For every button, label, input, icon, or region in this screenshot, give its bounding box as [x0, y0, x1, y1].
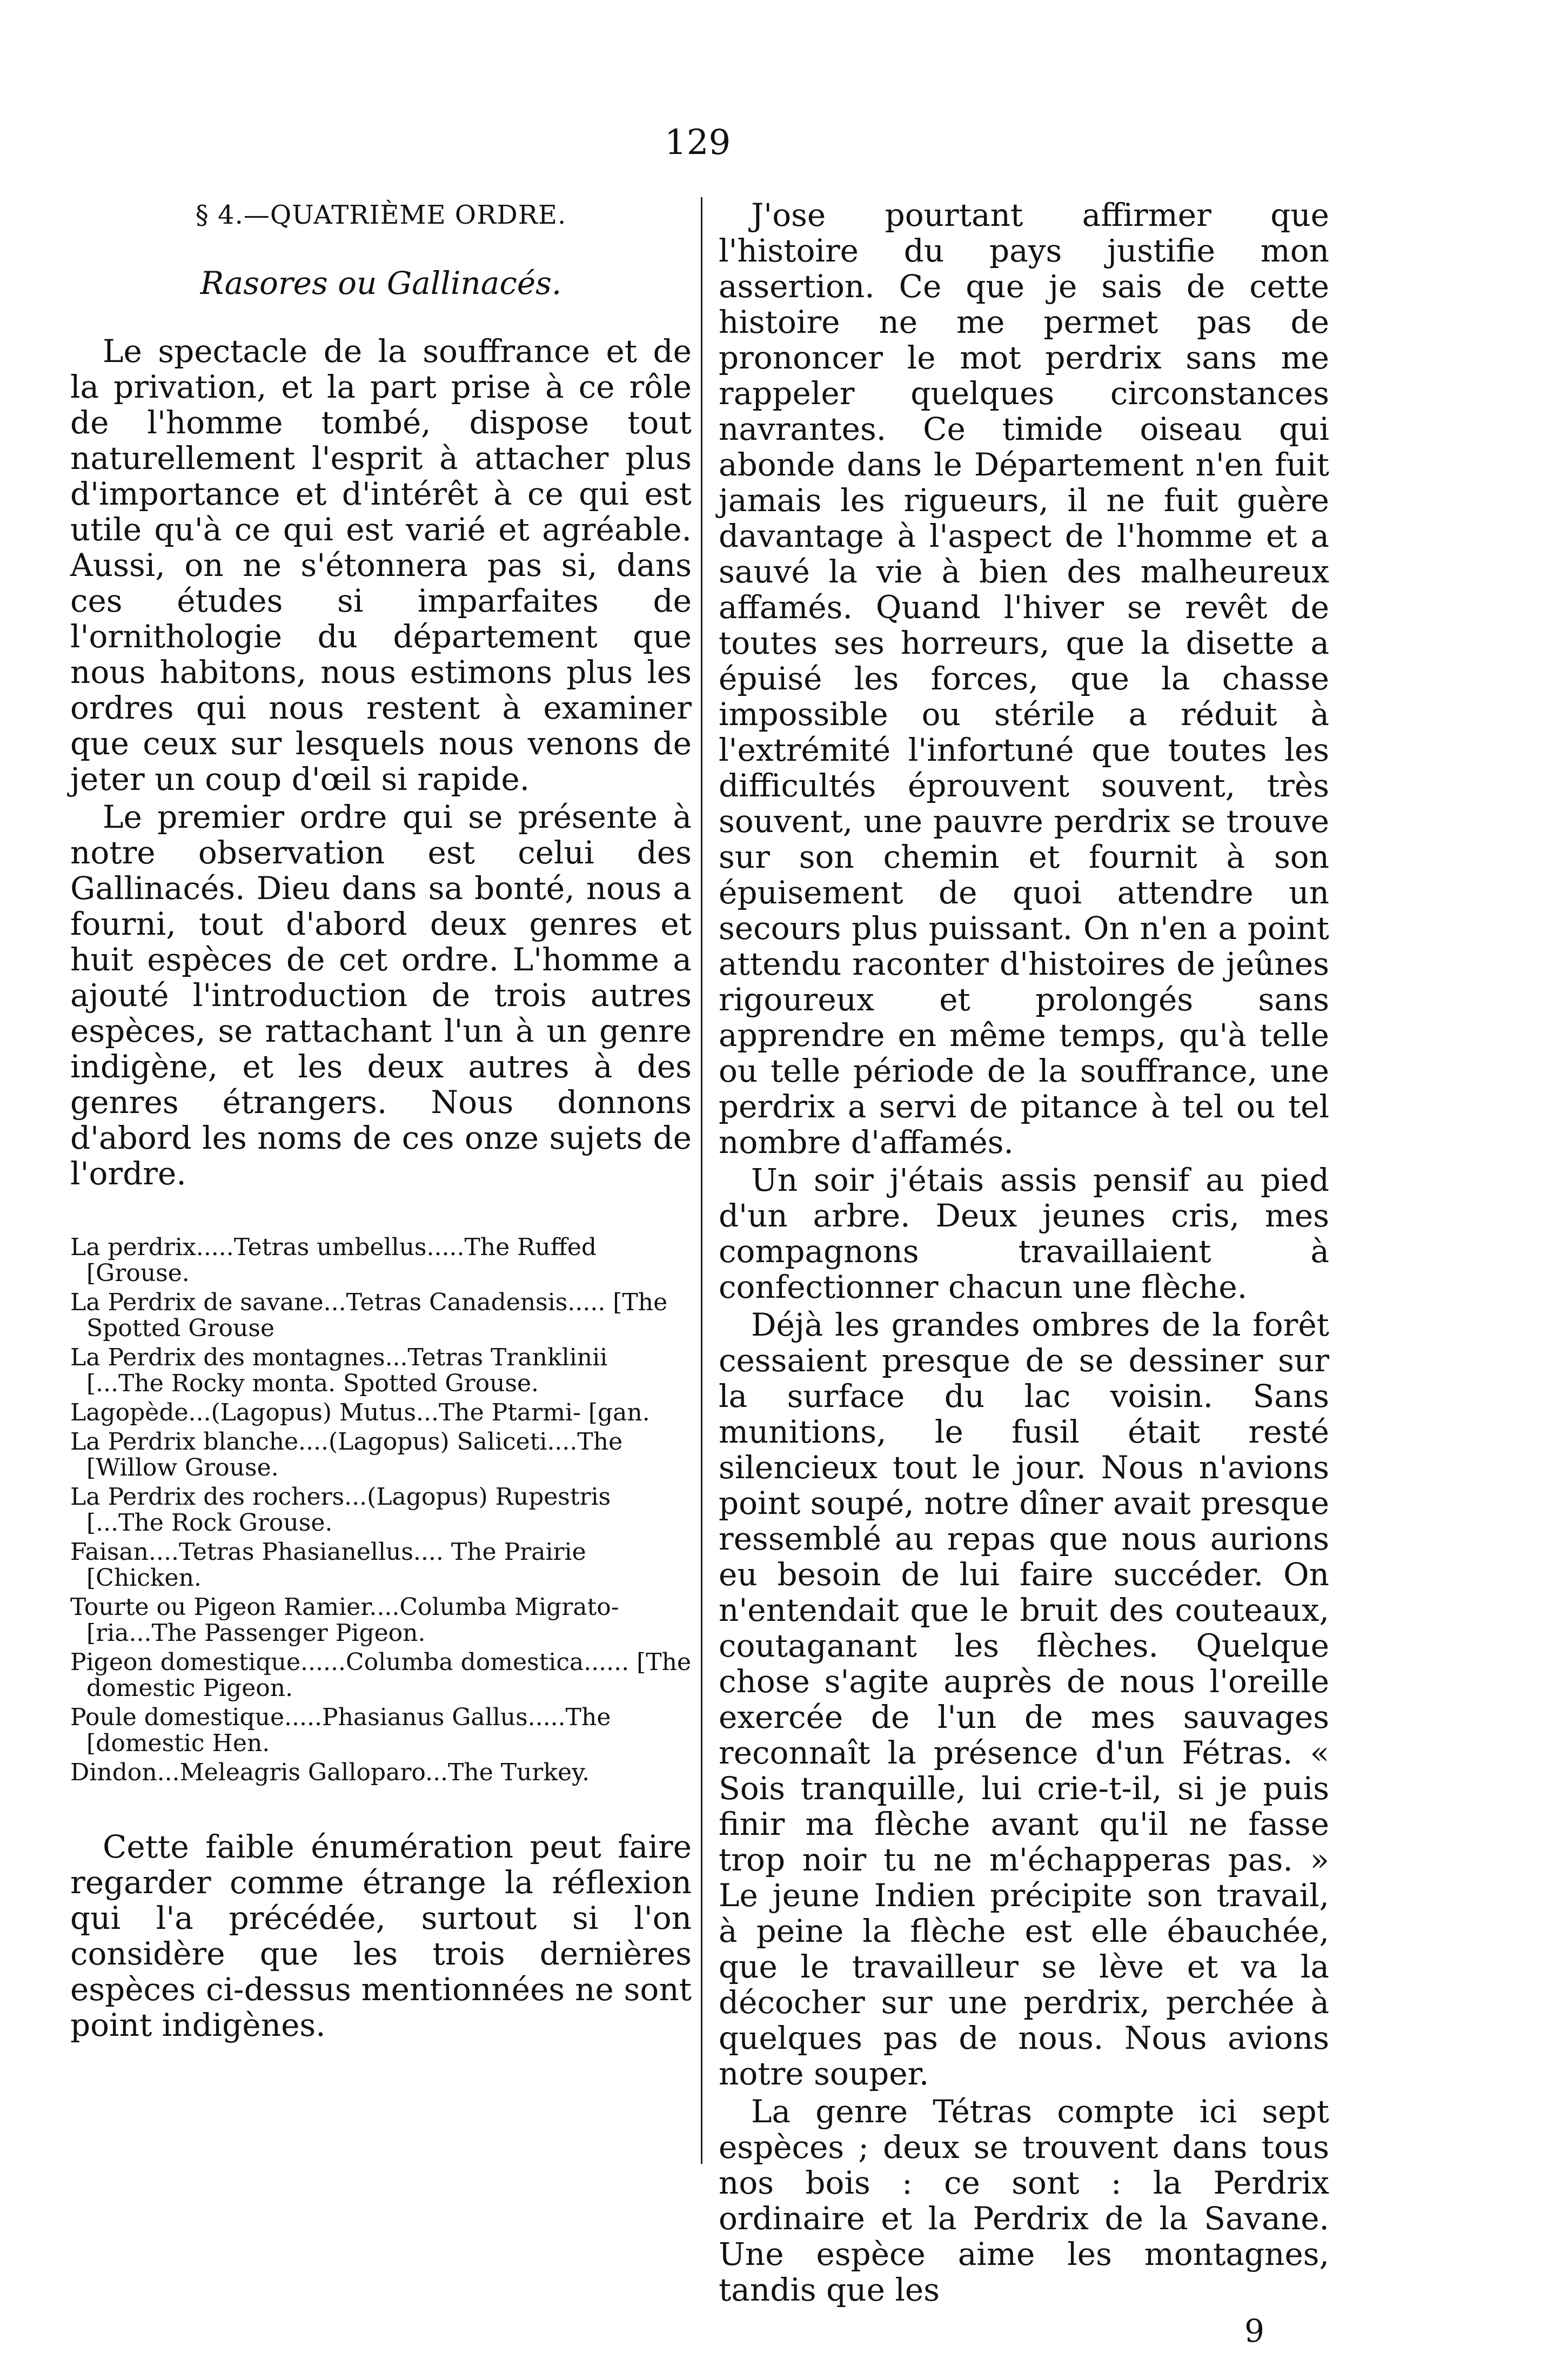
paragraph: Le spectacle de la souffrance et de la privation, et la part prise à ce rôle de l'homme tombé, dispose tout naturellement l'esprit à attacher plus d'importance et d'intérêt à ce qui est utile qu'à ce qui est varié et agréable. Aussi, on ne s'étonnera pas si, dans ces études si imparfaites de l'ornithologie du département que nous habitons, nous estimons plus les ordres qui nous restent à examiner que ceux sur lesquels nous venons de jeter un coup d'œil si rapide.	[70, 333, 692, 797]
paragraph: Déjà les grandes ombres de la forêt cessaient presque de se dessiner sur la surface du lac voisin. Sans munitions, le fusil était resté silencieux tout le jour. Nous n'avions point soupé, notre dîner avait presque ressemblé au repas que nous aurions eu besoin de lui faire succéder. On n'entendait que le bruit des couteaux, coutaganant les flèches. Quelque chose s'agite auprès de nous l'oreille exercée de l'un de mes sauvages reconnaît la présence d'un Fétras. « Sois tranquille, lui crie-t-il, si je puis finir ma flèche avant qu'il ne fasse trop noir tu ne m'échapperas pas. » Le jeune Indien précipite son travail, à peine la flèche est elle ébauchée, que le travailleur se lève et va la décocher sur une perdrix, perchée à quelques pas de nous. Nous avions notre souper.	[719, 1306, 1329, 2092]
paragraph: La genre Tétras compte ici sept espèces ; deux se trouvent dans tous nos bois : ce sont : la Perdrix ordinaire et la Perdrix de la Savane. Une espèce aime les montagnes, tandis que les	[719, 2093, 1329, 2308]
closing-paragraph: Cette faible énumération peut faire regarder comme étrange la réflexion qui l'a précédée, surtout si l'on considère que les trois dernières espèces ci-dessus mentionnées ne sont point indigènes.	[70, 1828, 692, 2043]
species-item: Dindon...Meleagris Galloparo...The Turkey.	[70, 1759, 590, 1786]
species-item: Pigeon domestique......Columba domestica...... [The domestic Pigeon.	[70, 1648, 692, 1702]
species-item: La Perdrix des montagnes...Tetras Tranklinii [...The Rocky monta. Spotted Grouse.	[70, 1344, 608, 1397]
species-item: Lagopède...(Lagopus) Mutus...The Ptarmi- [gan.	[70, 1399, 650, 1426]
paragraph: Un soir j'étais assis pensif au pied d'un arbre. Deux jeunes cris, mes compagnons travaillaient à confectionner chacun une flèche.	[719, 1162, 1329, 1305]
column-divider	[701, 197, 702, 2164]
section-heading: § 4.—QUATRIÈME ORDRE.	[195, 200, 567, 230]
left-column	[70, 197, 692, 2045]
section-subtitle: Rasores ou Gallinacés.	[200, 265, 562, 301]
page-number: 129	[665, 123, 731, 163]
species-item: La Perdrix de savane...Tetras Canadensis..... [The Spotted Grouse	[70, 1289, 668, 1342]
species-item: Poule domestique.....Phasianus Gallus.....The [domestic Hen.	[70, 1704, 611, 1757]
species-item: La Perdrix blanche....(Lagopus) Saliceti....The [Willow Grouse.	[70, 1428, 623, 1481]
species-item: Faisan....Tetras Phasianellus.... The Prairie [Chicken.	[70, 1538, 586, 1592]
signature-mark: 9	[1244, 2312, 1264, 2349]
paragraph: J'ose pourtant affirmer que l'histoire du pays justifie mon assertion. Ce que je sais de cette histoire ne me permet pas de prononcer le mot perdrix sans me rappeler quelques circonstances navrantes. Ce timide oiseau qui abonde dans le Département n'en fuit jamais les rigueurs, il ne fuit guère davantage à l'aspect de l'homme et a sauvé la vie à bien des malheureux affamés. Quand l'hiver se revêt de toutes ses horreurs, que la disette a épuisé les forces, que la chasse impossible ou stérile a réduit à l'extrémité l'infortuné que toutes les difficultés éprouvent souvent, très souvent, une pauvre perdrix se trouve sur son chemin et fournit à son épuisement de quoi attendre un secours plus puissant. On n'en a point attendu raconter d'histoires de jeûnes rigoureux et prolongés sans apprendre en même temps, qu'à telle ou telle période de la souffrance, une perdrix a servi de pitance à tel ou tel nombre d'affamés.	[719, 197, 1329, 1161]
species-list	[70, 1235, 692, 1786]
species-item: La perdrix.....Tetras umbellus.....The Ruffed [Grouse.	[70, 1233, 597, 1287]
species-item: Tourte ou Pigeon Ramier....Columba Migrato- [ria...The Passenger Pigeon.	[70, 1593, 619, 1647]
right-column	[719, 197, 1329, 2349]
paragraph: Le premier ordre qui se présente à notre observation est celui des Gallinacés. Dieu dans sa bonté, nous a fourni, tout d'abord deux genres et huit espèces de cet ordre. L'homme a ajouté l'introduction de trois autres espèces, se rattachant l'un à un genre indigène, et les deux autres à des genres étrangers. Nous donnons d'abord les noms de ces onze sujets de l'ordre.	[70, 799, 692, 1192]
species-item: La Perdrix des rochers...(Lagopus) Rupestris [...The Rock Grouse.	[70, 1483, 611, 1537]
